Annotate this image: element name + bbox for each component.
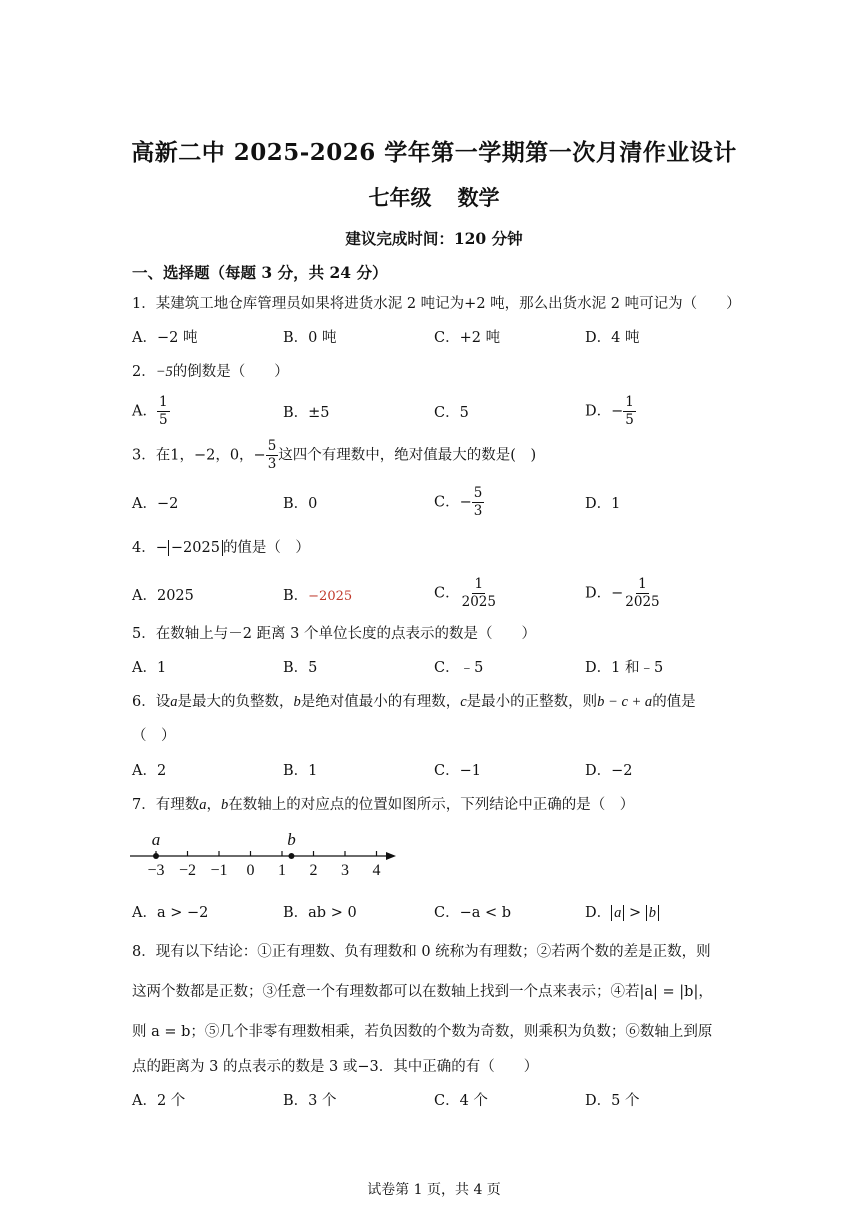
q4-option-b: B．−2025 [283, 588, 353, 604]
number-line-tick-label: −3 [147, 862, 165, 879]
q4-option-d: D．− $\frac{1}{2025}$ [585, 576, 660, 610]
q7-option-a: A．a > −2 [132, 905, 209, 921]
q5-option-d: D．1 和﹣5 [585, 660, 664, 676]
q3-option-c: C．− $\frac{5}{3}$ [434, 485, 483, 519]
question-8-line-2: 这两个数都是正数；③任意一个有理数都可以在数轴上找到一个点来表示；④若|a| = |b|， [132, 984, 713, 1000]
exam-title: 高新二中 2025-2026 学年第一学期第一次月清作业设计 [131, 139, 737, 166]
number-line-tick-label: 0 [246, 862, 255, 879]
suggested-time: 建议完成时间：120 分钟 [345, 229, 523, 248]
q8-option-c: C．4 个 [434, 1093, 488, 1109]
q6-option-a: A．2 [132, 763, 167, 779]
q4-option-c: C． $\frac{1}{2025}$ [434, 576, 496, 610]
q8-option-a: A．2 个 [132, 1093, 186, 1109]
q5-option-b: B．5 [283, 660, 318, 676]
number-line-arrow [386, 852, 396, 860]
q6-option-d: D．−2 [585, 763, 633, 779]
grade-label: 七年级 [368, 185, 432, 210]
question-6-stem-cont: （ ） [132, 728, 176, 744]
question-1-stem: 1．某建筑工地仓库管理员如果将进货水泥 2 吨记为+2 吨，那么出货水泥 2 吨可记为（ ） [132, 296, 741, 312]
question-7-stem: 7．有理数a，b在数轴上的对应点的位置如图所示，下列结论中正确的是（ ） [132, 797, 635, 813]
q1-option-b: B．0 吨 [283, 330, 337, 346]
section-heading: 一、选择题（每题 3 分，共 24 分） [132, 263, 388, 282]
q3-option-a: A．−2 [132, 496, 179, 512]
q7-option-d: D． a > b [585, 903, 659, 923]
question-6-stem: 6．设a是最大的负整数，b是绝对值最小的有理数，c是最小的正整数，则b − c + a的值是 [132, 694, 696, 710]
number-line-figure [128, 830, 408, 882]
q6-option-c: C．−1 [434, 763, 481, 779]
q3-option-b: B．0 [283, 496, 318, 512]
number-line-tick-label: 1 [278, 862, 286, 879]
number-line-tick-label: 4 [372, 862, 381, 879]
q2-option-a: A． $\frac{1}{5}$ [132, 394, 168, 428]
point-b-dot [288, 853, 294, 859]
q5-option-a: A．1 [132, 660, 167, 676]
question-5-stem: 5．在数轴上与－2 距离 3 个单位长度的点表示的数是（ ） [132, 626, 537, 642]
q1-option-c: C．+2 吨 [434, 330, 501, 346]
number-line-tick-label: −1 [210, 862, 228, 879]
question-3-stem: 3．在1，−2，0，− $\frac{5}{3}$ 这四个有理数中，绝对值最大的数是( ) [132, 438, 537, 472]
q4-option-a: A．2025 [132, 588, 194, 604]
q7-option-c: C．−a < b [434, 905, 512, 921]
q1-option-a: A．−2 吨 [132, 330, 198, 346]
number-line-tick-label: 2 [309, 862, 318, 879]
question-8-line-1: 8．现有以下结论：①正有理数、负有理数和 0 统称为有理数；②若两个数的差是正数，则 [132, 944, 711, 960]
question-4-stem: 4．− −2025 的值是（ ） [132, 540, 310, 556]
exam-subtitle [0, 182, 868, 212]
q8-option-d: D．5 个 [585, 1093, 640, 1109]
q3-option-d: D．1 [585, 496, 621, 512]
number-line-tick-label: 3 [341, 862, 349, 879]
q5-option-c: C．﹣5 [434, 660, 484, 676]
q2-option-c: C．5 [434, 405, 469, 421]
q6-option-b: B．1 [283, 763, 318, 779]
point-b-label: b [287, 830, 296, 849]
subject-label: 数学 [457, 185, 500, 210]
q1-option-d: D．4 吨 [585, 330, 640, 346]
page-footer: 试卷第 1 页，共 4 页 [367, 1182, 501, 1198]
q2-option-b: B．±5 [283, 405, 330, 421]
question-2-stem: 2．−5的倒数是（ ） [132, 364, 289, 380]
question-8-line-3: 则 a = b；⑤几个非零有理数相乘，若负因数的个数为奇数，则乘积为负数；⑥数轴上到原 [132, 1024, 713, 1040]
q8-option-b: B．3 个 [283, 1093, 337, 1109]
question-8-line-4: 点的距离为 3 的点表示的数是 3 或−3．其中正确的有（ ） [132, 1059, 539, 1075]
number-line-tick-label: −2 [178, 862, 197, 879]
point-a-dot [153, 853, 159, 859]
q7-option-b: B．ab > 0 [283, 905, 357, 921]
q2-option-d: D．− $\frac{1}{5}$ [585, 394, 634, 428]
point-a-label: a [151, 830, 161, 849]
